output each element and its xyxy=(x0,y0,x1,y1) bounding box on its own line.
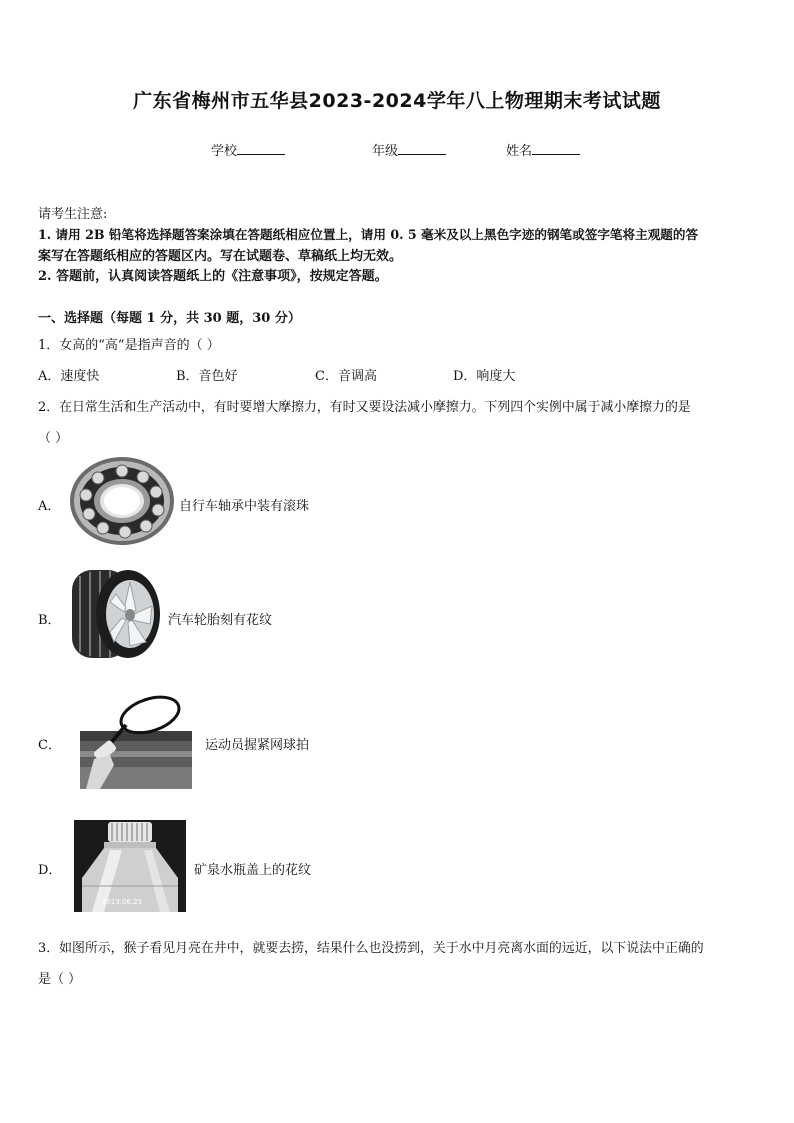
q2-option-b-letter[interactable]: B． xyxy=(38,613,61,628)
notice-heading: 请考生注意: xyxy=(38,207,108,222)
q3-stem-line-2: 是（ ） xyxy=(38,972,82,987)
car-tire-icon xyxy=(70,566,162,662)
name-blank xyxy=(532,141,580,155)
q1-option-b[interactable]: B．音色好 xyxy=(176,369,238,384)
grade-field xyxy=(372,140,446,159)
q1-option-c[interactable]: C．音调高 xyxy=(315,369,377,384)
q2-option-d-letter[interactable]: D． xyxy=(38,863,62,878)
ball-bearing-icon xyxy=(68,455,176,547)
q2-option-c-letter[interactable]: C． xyxy=(38,738,61,753)
q2-option-b-text[interactable]: 汽车轮胎刻有花纹 xyxy=(168,613,273,628)
name-label: 姓名 xyxy=(506,144,533,159)
water-bottle-cap-photo-icon xyxy=(74,820,186,912)
q2-option-c-text[interactable]: 运动员握紧网球拍 xyxy=(205,738,310,753)
page-title: 广东省梅州市五华县2023-2024学年八上物理期末考试试题 xyxy=(133,90,661,112)
tennis-racket-photo-icon xyxy=(80,693,192,789)
q1-option-a[interactable]: A．速度快 xyxy=(38,369,100,384)
q2-stem-line-2: （ ） xyxy=(38,431,69,446)
section-heading: 一、选择题（每题 1 分，共 30 题，30 分） xyxy=(38,311,301,326)
q2-option-a-letter[interactable]: A． xyxy=(38,499,61,514)
q2-photo-date-stamp: 2013.06.25 xyxy=(102,898,143,906)
name-field xyxy=(506,140,580,159)
q1-option-d[interactable]: D．响度大 xyxy=(453,369,516,384)
q2-option-a-text[interactable]: 自行车轴承中装有滚珠 xyxy=(179,499,310,514)
notice-line-3: 2. 答题前，认真阅读答题纸上的《注意事项》，按规定答题。 xyxy=(38,269,388,284)
grade-label: 年级 xyxy=(372,144,399,159)
q2-option-d-text[interactable]: 矿泉水瓶盖上的花纹 xyxy=(194,863,312,878)
school-blank xyxy=(237,141,285,155)
q1-stem: 1．女高的“高”是指声音的（ ） xyxy=(38,338,220,353)
q3-stem-line-1: 3．如图所示，猴子看见月亮在井中，就要去捞，结果什么也没捞到，关于水中月亮离水面的远近，以下说法中正确的 xyxy=(38,941,704,956)
q2-stem-line-1: 2．在日常生活和生产活动中，有时要增大摩擦力，有时又要设法减小摩擦力。下列四个实例中属于减小摩擦力的是 xyxy=(38,400,691,415)
grade-blank xyxy=(398,141,446,155)
notice-line-1: 1. 请用 2B 铅笔将选择题答案涂填在答题纸相应位置上，请用 0. 5 毫米及以上黑色字迹的钢笔或签字笔将主观题的答 xyxy=(38,227,699,242)
notice-line-2: 案写在答题纸相应的答题区内。写在试题卷、草稿纸上均无效。 xyxy=(38,249,403,264)
school-label: 学校 xyxy=(211,144,238,159)
school-field xyxy=(211,140,285,159)
